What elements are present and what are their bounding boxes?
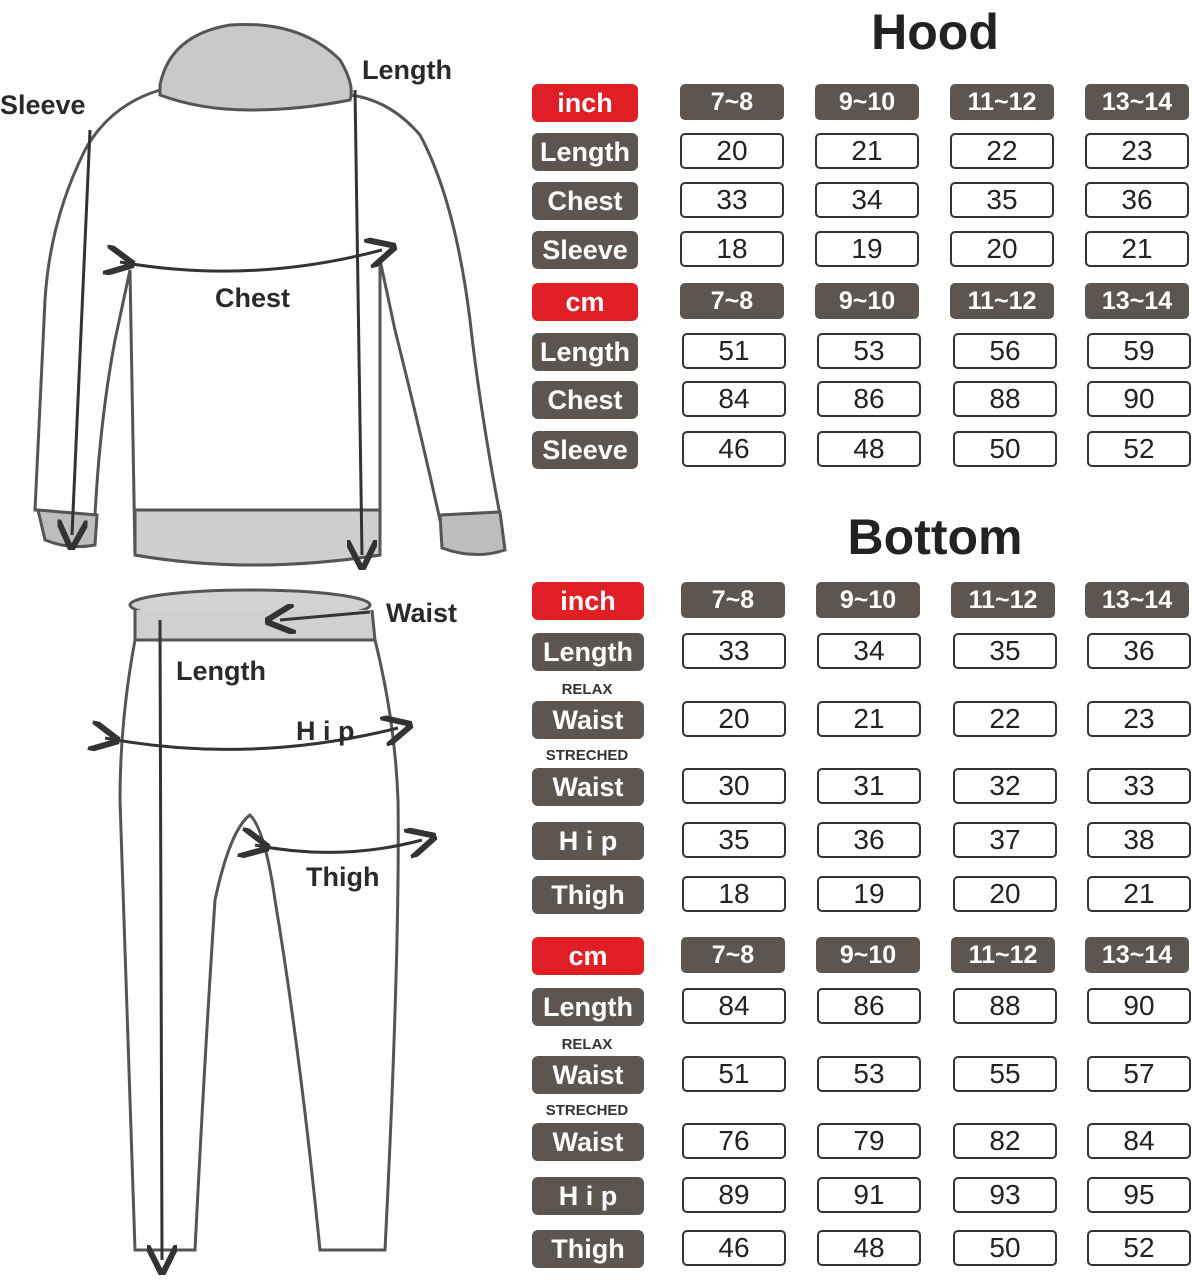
size-header: 7~8 bbox=[680, 283, 784, 319]
value-cell: 18 bbox=[682, 876, 786, 912]
size-header: 9~10 bbox=[815, 84, 919, 120]
value-cell: 36 bbox=[1087, 633, 1191, 669]
value-cell: 20 bbox=[953, 876, 1057, 912]
value-cell: 89 bbox=[682, 1177, 786, 1213]
size-header: 13~14 bbox=[1085, 582, 1189, 618]
pants-measure-lines bbox=[105, 612, 422, 1260]
row-label: H i p bbox=[532, 1177, 644, 1215]
size-header: 7~8 bbox=[681, 937, 785, 973]
value-cell: 36 bbox=[1085, 182, 1189, 218]
value-cell: 21 bbox=[1085, 231, 1189, 267]
size-header: 7~8 bbox=[681, 582, 785, 618]
value-cell: 20 bbox=[682, 701, 786, 737]
value-cell: 84 bbox=[682, 381, 786, 417]
value-cell: 48 bbox=[817, 1230, 921, 1266]
value-cell: 21 bbox=[1087, 876, 1191, 912]
value-cell: 33 bbox=[682, 633, 786, 669]
value-cell: 18 bbox=[680, 231, 784, 267]
row-label: Waist bbox=[532, 1056, 644, 1094]
value-cell: 52 bbox=[1087, 431, 1191, 467]
value-cell: 76 bbox=[682, 1123, 786, 1159]
value-cell: 79 bbox=[817, 1123, 921, 1159]
row-label: Sleeve bbox=[532, 431, 638, 469]
value-cell: 55 bbox=[953, 1056, 1057, 1092]
value-cell: 82 bbox=[953, 1123, 1057, 1159]
value-cell: 20 bbox=[680, 133, 784, 169]
size-header: 11~12 bbox=[950, 283, 1054, 319]
row-label: Length bbox=[532, 633, 644, 671]
unit-badge: cm bbox=[532, 937, 644, 975]
row-label: Sleeve bbox=[532, 231, 638, 269]
value-cell: 50 bbox=[953, 1230, 1057, 1266]
value-cell: 56 bbox=[953, 333, 1057, 369]
unit-badge: inch bbox=[532, 582, 644, 620]
value-cell: 84 bbox=[682, 988, 786, 1024]
hood-title: Hood bbox=[871, 4, 999, 60]
value-cell: 33 bbox=[680, 182, 784, 218]
value-cell: 48 bbox=[817, 431, 921, 467]
sleeve-arrow bbox=[72, 130, 90, 535]
value-cell: 88 bbox=[953, 381, 1057, 417]
cuff-right-icon bbox=[440, 512, 505, 555]
value-cell: 36 bbox=[817, 822, 921, 858]
chest-arrow bbox=[120, 250, 382, 271]
value-cell: 88 bbox=[953, 988, 1057, 1024]
row-note: RELAX bbox=[561, 1036, 613, 1053]
value-cell: 20 bbox=[950, 231, 1054, 267]
length-arrow bbox=[355, 90, 362, 555]
value-cell: 46 bbox=[682, 431, 786, 467]
size-header: 9~10 bbox=[815, 283, 919, 319]
size-header: 11~12 bbox=[951, 582, 1055, 618]
unit-badge: inch bbox=[532, 84, 638, 122]
row-label: H i p bbox=[532, 822, 644, 860]
value-cell: 84 bbox=[1087, 1123, 1191, 1159]
label-sleeve: Sleeve bbox=[0, 90, 86, 120]
value-cell: 21 bbox=[817, 701, 921, 737]
value-cell: 86 bbox=[817, 381, 921, 417]
size-header: 13~14 bbox=[1085, 937, 1189, 973]
row-note: RELAX bbox=[561, 681, 613, 698]
size-header: 11~12 bbox=[951, 937, 1055, 973]
row-label: Thigh bbox=[532, 876, 644, 914]
value-cell: 23 bbox=[1085, 133, 1189, 169]
value-cell: 57 bbox=[1087, 1056, 1191, 1092]
value-cell: 51 bbox=[682, 1056, 786, 1092]
row-label: Chest bbox=[532, 182, 638, 220]
value-cell: 52 bbox=[1087, 1230, 1191, 1266]
value-cell: 34 bbox=[815, 182, 919, 218]
row-label: Length bbox=[532, 133, 638, 171]
unit-badge: cm bbox=[532, 283, 638, 321]
row-label: Waist bbox=[532, 1123, 644, 1161]
value-cell: 90 bbox=[1087, 381, 1191, 417]
row-label: Waist bbox=[532, 701, 644, 739]
hood-icon bbox=[160, 24, 351, 110]
size-header: 13~14 bbox=[1085, 84, 1189, 120]
value-cell: 33 bbox=[1087, 768, 1191, 804]
value-cell: 30 bbox=[682, 768, 786, 804]
value-cell: 93 bbox=[953, 1177, 1057, 1213]
value-cell: 35 bbox=[950, 182, 1054, 218]
row-label: Waist bbox=[532, 768, 644, 806]
value-cell: 32 bbox=[953, 768, 1057, 804]
value-cell: 35 bbox=[682, 822, 786, 858]
label-thigh: Thigh bbox=[306, 862, 380, 892]
row-label: Chest bbox=[532, 381, 638, 419]
bottom-title: Bottom bbox=[847, 509, 1023, 565]
value-cell: 51 bbox=[682, 333, 786, 369]
value-cell: 86 bbox=[817, 988, 921, 1024]
size-header: 11~12 bbox=[950, 84, 1054, 120]
value-cell: 53 bbox=[817, 1056, 921, 1092]
row-label: Thigh bbox=[532, 1230, 644, 1268]
value-cell: 19 bbox=[817, 876, 921, 912]
value-cell: 21 bbox=[815, 133, 919, 169]
value-cell: 91 bbox=[817, 1177, 921, 1213]
waistband-icon bbox=[135, 510, 380, 565]
value-cell: 50 bbox=[953, 431, 1057, 467]
label-hip: H i p bbox=[296, 716, 355, 746]
value-cell: 59 bbox=[1087, 333, 1191, 369]
value-cell: 22 bbox=[953, 701, 1057, 737]
row-label: Length bbox=[532, 988, 644, 1026]
row-note: STRECHED bbox=[545, 1102, 629, 1119]
label-hood-length: Length bbox=[362, 55, 452, 85]
size-header: 7~8 bbox=[680, 84, 784, 120]
row-note: STRECHED bbox=[545, 747, 629, 764]
label-waist: Waist bbox=[386, 598, 458, 628]
value-cell: 53 bbox=[817, 333, 921, 369]
value-cell: 38 bbox=[1087, 822, 1191, 858]
value-cell: 19 bbox=[815, 231, 919, 267]
garment-illustration bbox=[0, 0, 520, 1280]
value-cell: 90 bbox=[1087, 988, 1191, 1024]
label-pant-length: Length bbox=[176, 656, 266, 686]
value-cell: 34 bbox=[817, 633, 921, 669]
size-header: 9~10 bbox=[816, 582, 920, 618]
label-chest: Chest bbox=[215, 283, 291, 313]
size-header: 13~14 bbox=[1085, 283, 1189, 319]
value-cell: 31 bbox=[817, 768, 921, 804]
value-cell: 35 bbox=[953, 633, 1057, 669]
pant-length-arrow bbox=[160, 620, 162, 1260]
value-cell: 22 bbox=[950, 133, 1054, 169]
row-label: Length bbox=[532, 333, 638, 371]
cuff-left-icon bbox=[38, 510, 97, 547]
size-header: 9~10 bbox=[816, 937, 920, 973]
value-cell: 46 bbox=[682, 1230, 786, 1266]
value-cell: 23 bbox=[1087, 701, 1191, 737]
value-cell: 37 bbox=[953, 822, 1057, 858]
value-cell: 95 bbox=[1087, 1177, 1191, 1213]
